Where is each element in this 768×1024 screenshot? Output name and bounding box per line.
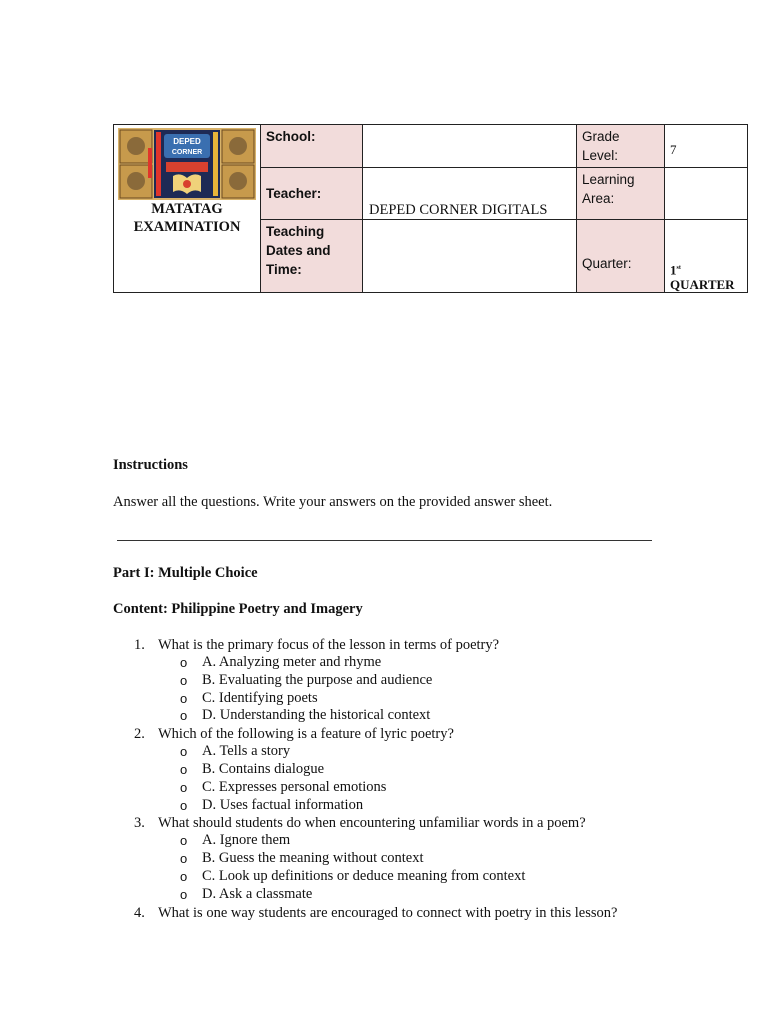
answer-option	[113, 779, 733, 797]
question-text: Which of the following is a feature of lyric poetry?	[158, 726, 454, 743]
section-divider	[117, 540, 652, 541]
answer-option	[113, 868, 733, 886]
logo-cell	[114, 125, 261, 293]
answer-option	[113, 690, 733, 708]
question-text: What is one way students are encouraged to connect with poetry in this lesson?	[158, 904, 618, 921]
option-text: A. Ignore them	[202, 832, 291, 849]
quarter-value-cell[interactable]	[665, 220, 748, 293]
teacher-value: DEPED CORNER DIGITALS	[369, 202, 548, 218]
bullet-icon: o	[180, 868, 188, 884]
question-item	[113, 636, 733, 654]
instructions-text: Answer all the questions. Write your answers on the provided answer sheet.	[113, 494, 553, 510]
option-text: D. Ask a classmate	[202, 885, 313, 902]
answer-option	[113, 761, 733, 779]
question-list	[113, 636, 733, 922]
teaching-dates-value-cell[interactable]	[363, 220, 577, 293]
teacher-label-cell	[261, 168, 363, 220]
teaching-dates-label-line1: Teaching	[266, 224, 325, 239]
school-label: School:	[266, 129, 316, 144]
bullet-icon: o	[180, 761, 188, 777]
answer-option	[113, 743, 733, 761]
exam-title-line2: EXAMINATION	[133, 219, 241, 235]
bullet-icon: o	[180, 655, 188, 670]
option-text: B. Guess the meaning without context	[202, 850, 424, 867]
quarter-value-num: 1	[670, 262, 677, 277]
bullet-icon: o	[180, 886, 188, 902]
instructions-heading: Instructions	[113, 457, 188, 473]
option-text: A. Tells a story	[202, 743, 291, 760]
exam-title-line1: MATATAG	[151, 201, 223, 217]
deped-corner-logo	[118, 128, 256, 200]
question-number: 1.	[134, 637, 145, 653]
question-item	[113, 725, 733, 743]
learning-area-label-cell	[577, 168, 665, 220]
question-number: 4.	[134, 904, 145, 921]
question-number: 3.	[134, 815, 145, 832]
grade-level-value-cell[interactable]	[665, 125, 748, 168]
option-text: D. Uses factual information	[202, 796, 364, 813]
bullet-icon: o	[180, 779, 188, 795]
answer-option	[113, 797, 733, 815]
school-label-cell	[261, 125, 363, 168]
bullet-icon: o	[180, 797, 188, 813]
logo-text-deped: DEPED	[173, 137, 201, 146]
part1-heading: Part I: Multiple Choice	[113, 565, 258, 581]
quarter-label: Quarter:	[582, 255, 632, 271]
option-text: B. Contains dialogue	[202, 760, 325, 777]
teaching-dates-label-line3: Time:	[266, 262, 302, 277]
question-item	[113, 904, 733, 922]
bullet-icon: o	[180, 833, 188, 849]
quarter-value-sup: st	[676, 264, 681, 271]
bullet-icon: o	[180, 851, 188, 867]
bullet-icon: o	[180, 708, 188, 724]
bullet-icon: o	[180, 672, 188, 688]
grade-level-label-cell	[577, 125, 665, 168]
learning-area-label-line2: Area:	[582, 191, 615, 206]
answer-option	[113, 850, 733, 868]
answer-option	[113, 886, 733, 904]
option-text: D. Understanding the historical context	[202, 707, 431, 724]
answer-option	[113, 707, 733, 725]
learning-area-value-cell[interactable]	[665, 168, 748, 220]
option-text: C. Look up definitions or deduce meaning from context	[202, 867, 526, 884]
answer-option	[113, 654, 733, 672]
content-heading: Content: Philippine Poetry and Imagery	[113, 601, 363, 617]
teaching-dates-label-cell	[261, 220, 363, 293]
answer-option	[113, 832, 733, 850]
teaching-dates-label-line2: Dates and	[266, 243, 331, 258]
quarter-value	[665, 261, 747, 292]
question-item	[113, 814, 733, 832]
option-text: B. Evaluating the purpose and audience	[202, 671, 433, 688]
header-table	[113, 124, 748, 293]
bullet-icon: o	[180, 744, 188, 760]
option-text: A. Analyzing meter and rhyme	[202, 654, 382, 670]
teacher-value-cell[interactable]	[363, 168, 577, 220]
option-text: C. Identifying poets	[202, 689, 318, 706]
school-value-cell[interactable]	[363, 125, 577, 168]
quarter-label-cell	[577, 220, 665, 293]
grade-level-label: Grade Level:	[582, 129, 620, 163]
question-text: What should students do when encountering unfamiliar words in a poem?	[158, 815, 586, 832]
answer-option	[113, 672, 733, 690]
option-text: C. Expresses personal emotions	[202, 778, 387, 795]
question-number: 2.	[134, 726, 145, 743]
bullet-icon: o	[180, 690, 188, 706]
teacher-label: Teacher:	[266, 186, 322, 201]
quarter-value-word: QUARTER	[670, 277, 735, 292]
learning-area-label-line1: Learning	[582, 172, 635, 187]
logo-text-corner: CORNER	[171, 149, 203, 156]
grade-level-value: 7	[670, 142, 677, 157]
question-text: What is the primary focus of the lesson in terms of poetry?	[158, 637, 500, 653]
